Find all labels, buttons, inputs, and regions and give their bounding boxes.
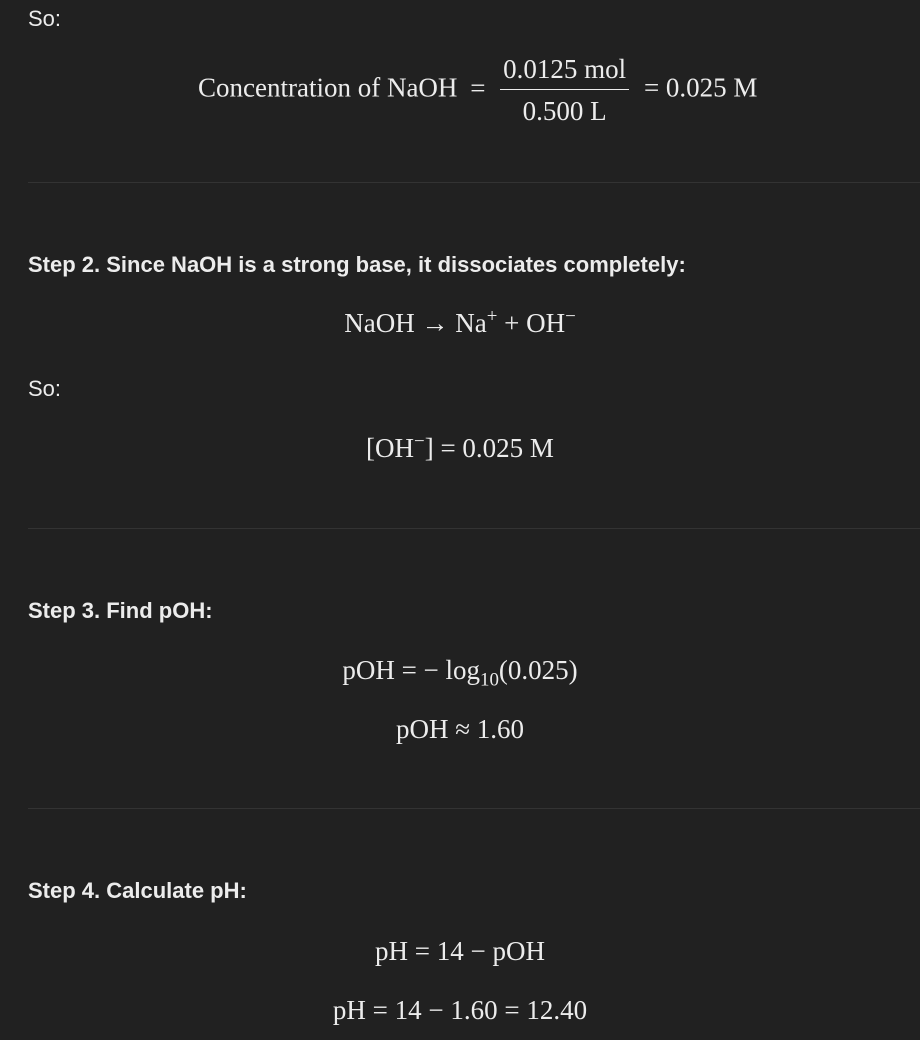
concentration-result: = 0.025 M — [643, 72, 758, 103]
ph-formula: pH = 14 − pOH — [375, 936, 545, 966]
hydroxide-charge: − — [565, 306, 576, 327]
dissociation-equation — [0, 306, 920, 338]
dissociation-lhs: NaOH → Na — [344, 308, 487, 338]
poh-result: pOH ≈ 1.60 — [395, 714, 525, 744]
concentration-fraction — [500, 56, 629, 125]
equals-sign: = — [470, 72, 486, 103]
poh-formula-lhs: pOH = − log — [342, 655, 481, 685]
hydroxide-concentration — [0, 431, 920, 463]
so-label-step2: So: — [28, 376, 62, 401]
fraction-numerator: 0.0125 mol — [503, 54, 627, 84]
fraction-bar — [500, 89, 629, 90]
hydroxide-bracket-open: [OH — [366, 433, 415, 463]
hydroxide-conc-value: ] = 0.025 M — [424, 433, 554, 463]
hydroxide-conc-charge: − — [414, 431, 425, 452]
log-base: 10 — [480, 669, 499, 691]
hydroxide-term: + OH — [497, 308, 566, 338]
so-label-top: So: — [28, 6, 62, 31]
step4-heading: Step 4. Calculate pH: — [28, 878, 247, 903]
poh-formula-arg: (0.025) — [498, 655, 578, 685]
concentration-label: Concentration of NaOH — [198, 72, 458, 103]
ph-result: pH = 14 − 1.60 = 12.40 — [332, 995, 588, 1025]
fraction-denominator: 0.500 L — [522, 96, 607, 126]
divider — [28, 808, 920, 809]
step3-heading: Step 3. Find pOH: — [28, 598, 213, 623]
divider — [28, 182, 920, 183]
concentration-equation — [198, 56, 757, 125]
sodium-charge: + — [486, 306, 498, 327]
poh-formula — [0, 655, 920, 691]
step2-heading: Step 2. Since NaOH is a strong base, it dissociates completely: — [28, 252, 686, 277]
divider — [28, 528, 920, 529]
